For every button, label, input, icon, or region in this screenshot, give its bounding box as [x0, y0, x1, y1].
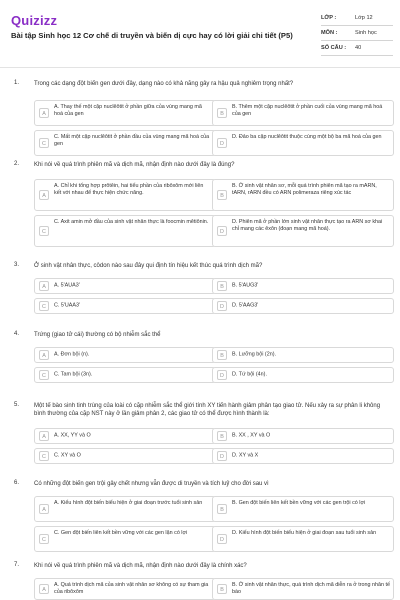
option-text: D. 5'AAG3'	[232, 302, 259, 309]
option-c[interactable]	[34, 448, 216, 464]
option-text: C. 5'UAA3'	[54, 302, 81, 309]
option-letter: B	[217, 108, 227, 118]
option-letter: A	[39, 281, 49, 291]
question-number: 3.	[14, 262, 20, 268]
page-header	[0, 0, 400, 68]
option-text: A. Đơn bội (n).	[54, 351, 90, 358]
option-letter: D	[217, 226, 227, 236]
option-d[interactable]	[212, 367, 394, 383]
option-letter: C	[39, 370, 49, 380]
option-letter: C	[39, 138, 49, 148]
option-c[interactable]	[34, 367, 216, 383]
option-letter: B	[217, 584, 227, 594]
option-letter: D	[217, 138, 227, 148]
option-b[interactable]	[212, 179, 394, 211]
option-a[interactable]	[34, 179, 216, 211]
question-text: Một tế bào sinh tinh trùng của loài có cặp nhiễm sắc thể giới tính XY tiến hành giảm phân tạo giao tử. Nếu xảy ra sự phân li không bình thường của cặp NST này ở lần giảm phân 2, các giao tử có thể được hình thành là:	[34, 403, 381, 417]
option-b[interactable]	[212, 278, 394, 294]
option-d[interactable]	[212, 448, 394, 464]
question-number: 5.	[14, 402, 20, 408]
option-letter: C	[39, 301, 49, 311]
option-d[interactable]	[212, 298, 394, 314]
option-text: D. Đảo ba cặp nuclêôtit thuộc cùng một bộ ba mã hoá của gen	[232, 134, 382, 140]
option-letter: A	[39, 584, 49, 594]
option-text: B. Thêm một cặp nuclêôtit ở phần cuối của vùng mang mã hoá của gen	[232, 104, 383, 117]
meta-key: MÔN :	[321, 30, 338, 36]
option-text: D. Kiểu hình đột biến biểu hiện ở giai đoạn sau tuổi sinh sản	[232, 530, 377, 536]
question-number: 1.	[14, 80, 20, 86]
option-letter: B	[217, 281, 227, 291]
option-letter: A	[39, 431, 49, 441]
option-b[interactable]	[212, 428, 394, 444]
option-d[interactable]	[212, 215, 394, 247]
option-text: B. 5'AUG3'	[232, 282, 259, 289]
option-letter: B	[217, 504, 227, 514]
option-c[interactable]	[34, 130, 216, 156]
option-text: B. Ở sinh vật nhân thực, quá trình dịch mã diễn ra ở trong nhân tế bào	[232, 582, 391, 595]
option-letter: C	[39, 534, 49, 544]
option-a[interactable]	[34, 347, 216, 363]
option-letter: B	[217, 190, 227, 200]
meta-row-grade	[321, 11, 393, 26]
question-text: Khi nói về quá trình phiên mã và dịch mã, nhận định nào dưới đây là chính xác?	[34, 563, 247, 569]
option-text: C. Gen đột biến liên kết bền vững với các gen lặn có lợi	[54, 530, 188, 536]
option-a[interactable]	[34, 100, 216, 126]
option-text: A. Quá trình dịch mã của sinh vật nhân sơ không có sự tham gia của ribôxôm	[54, 582, 209, 595]
option-letter: A	[39, 190, 49, 200]
option-c[interactable]	[34, 215, 216, 247]
option-letter: C	[39, 451, 49, 461]
option-text: B. Ở sinh vật nhân sơ, mỗi quá trình phiên mã tạo ra mARN, tARN, rARN đều có ARN polimeraza riêng xúc tác	[232, 183, 377, 196]
option-text: A. Chỉ khi tổng hợp prôtêin, hai tiểu phần của ribôxôm mới liên kết với nhau để thực hiện chức năng.	[54, 183, 204, 196]
option-letter: A	[39, 504, 49, 514]
question-number: 6.	[14, 480, 20, 486]
option-a[interactable]	[34, 278, 216, 294]
option-text: C. XY và O	[54, 452, 81, 459]
option-letter: D	[217, 301, 227, 311]
question-text: Trứng (giao tử cái) thường có bộ nhiễm sắc thể	[34, 332, 161, 338]
question-text: Khi nói về quá trình phiên mã và dịch mã, nhận định nào dưới đây là đúng?	[34, 162, 235, 168]
option-text: D. Phiên mã ở phần lớn sinh vật nhân thực tạo ra ARN sơ khai chỉ mang các êxôn (đoạn mang mã hoá).	[232, 219, 383, 232]
meta-table	[321, 11, 393, 56]
option-text: C. Axit amin mở đầu của sinh vật nhân thực là foocmin mêtiônin.	[54, 219, 209, 225]
option-letter: B	[217, 350, 227, 360]
option-d[interactable]	[212, 130, 394, 156]
question-text: Có những đột biến gen trội gây chết nhưng vẫn được di truyền và tích luỹ cho đời sau vì	[34, 481, 269, 487]
option-text: C. Mất một cặp nuclêôtit ở phần đầu của vùng mang mã hoá của gen	[54, 134, 210, 147]
option-b[interactable]	[212, 100, 394, 126]
meta-row-question-count	[321, 41, 393, 56]
option-text: A. Kiểu hình đột biến biểu hiện ở giai đoạn trước tuổi sinh sản	[54, 500, 203, 506]
option-a[interactable]	[34, 428, 216, 444]
meta-key: LỚP :	[321, 15, 337, 21]
meta-key: SỐ CÂU :	[321, 45, 347, 51]
meta-value: Lớp 12	[355, 15, 373, 21]
option-text: B. XX , XY và O	[232, 432, 271, 439]
option-c[interactable]	[34, 526, 216, 552]
option-text: D. XY và X	[232, 452, 259, 459]
option-text: B. Lưỡng bội (2n).	[232, 351, 277, 358]
option-letter: A	[39, 108, 49, 118]
option-text: B. Gen đột biến liên kết bền vững với các gen trội có lợi	[232, 500, 366, 506]
question-number: 4.	[14, 331, 20, 337]
option-letter: A	[39, 350, 49, 360]
quizizz-logo: Quizizz	[11, 13, 58, 28]
option-a[interactable]	[34, 496, 216, 522]
meta-value: 40	[355, 45, 362, 51]
option-letter: D	[217, 370, 227, 380]
option-letter: D	[217, 534, 227, 544]
option-text: A. 5'AUA3'	[54, 282, 80, 289]
option-letter: D	[217, 451, 227, 461]
option-letter: C	[39, 226, 49, 236]
option-b[interactable]	[212, 496, 394, 522]
option-b[interactable]	[212, 347, 394, 363]
option-letter: B	[217, 431, 227, 441]
option-d[interactable]	[212, 526, 394, 552]
question-number: 7.	[14, 562, 20, 568]
option-a[interactable]	[34, 578, 216, 600]
option-text: C. Tam bội (3n).	[54, 371, 93, 378]
question-text: Ở sinh vật nhân thực, côdon nào sau đây qui định tín hiệu kết thúc quá trình dịch mã?	[34, 263, 263, 269]
option-text: A. XX, YY và O	[54, 432, 91, 439]
meta-value: Sinh học	[355, 30, 377, 36]
option-b[interactable]	[212, 578, 394, 600]
option-c[interactable]	[34, 298, 216, 314]
option-text: D. Tứ bội (4n).	[232, 371, 267, 378]
question-text: Trong các dạng đột biến gen dưới đây, dạng nào có khả năng gây ra hậu quả nghiêm trọng nhất?	[34, 81, 294, 87]
document-title: Bài tập Sinh học 12 Cơ chế di truyền và biến dị cực hay có lời giải chi tiết (P5)	[11, 31, 293, 40]
meta-row-subject	[321, 26, 393, 41]
question-number: 2.	[14, 161, 20, 167]
option-text: A. Thay thế một cặp nuclêôtit ở phần giữa của vùng mang mã hoá của gen	[54, 104, 202, 117]
